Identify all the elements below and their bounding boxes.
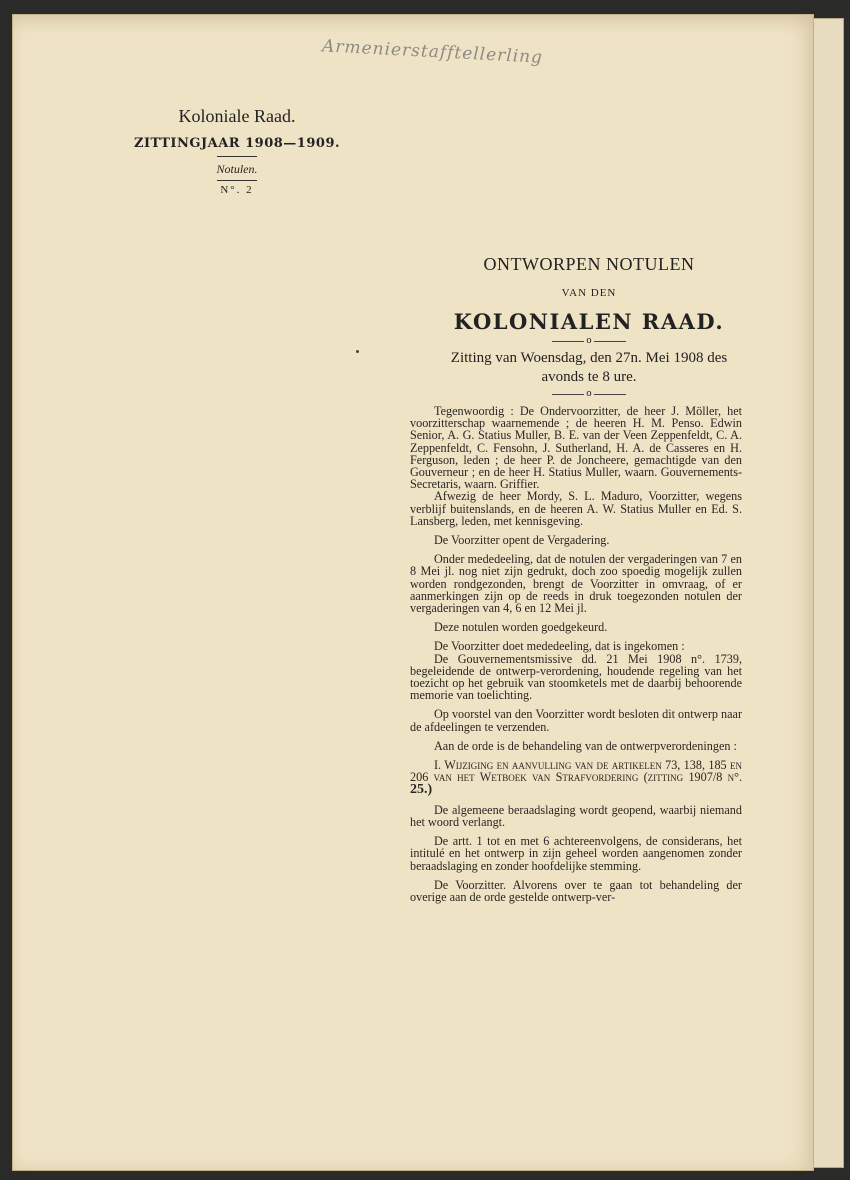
paragraph-approved: Deze notulen worden goedgekeurd. xyxy=(434,620,608,635)
paragraph-present: Tegenwoordig : De Ondervoorzitter, de heer J. Möller, het voorzitterschap waarnemende ; de heeren H. M. Penso. Edwin Senior, A. G. Statius Muller, B. E. van der Veen Zeppenfeldt, C. A. Zeppenfeldt, C. Fensohn, J. Sutherland, H. A. de Casseres en H. Ferguson, leden ; de heer P. de Joncheere, gemachtigde van den Gouverneur ; en de heer H. Statius Muller, waarn. Gouvernements-Secretaris, waarn. Griffier. xyxy=(410,404,742,492)
paragraph-chairman: De Voorzitter. Alvorens over te gaan tot behandeling der overige aan de orde gestelde ontwerp-ver- xyxy=(410,877,742,904)
paragraph-opening: De Voorzitter opent de Vergadering. xyxy=(434,533,610,548)
session-date-line1: Zitting van Woensdag, den 27n. Mei 1908 des xyxy=(450,350,728,366)
session-date-line2: avonds te 8 ure. xyxy=(541,369,637,385)
council-title: Koloniale Raad. xyxy=(178,106,296,126)
paragraph-agenda: Aan de orde is de behandeling van de ontwerpverordeningen : xyxy=(434,738,737,753)
ornament-rule: o xyxy=(552,390,626,399)
right-header xyxy=(408,254,770,402)
paragraph-deliberation: De algemeene beraadslaging wordt geopend, waarbij niemand het woord verlangt. xyxy=(410,802,742,829)
paragraph-articles: De artt. 1 tot en met 6 achtereenvolgens, de considerans, het intitulé en het ontwerp in zijn geheel worden aangenomen zonder beraadslaging en zonder hoofdelijke stemming. xyxy=(410,834,742,873)
ornament-rule: o xyxy=(552,337,626,346)
minutes-title: ONTWORPEN NOTULEN xyxy=(483,254,695,274)
paragraph-proposal: Op voorstel van den Voorzitter wordt besloten dit ontwerp naar de afdeelingen te verzenden. xyxy=(410,707,742,734)
van-den-label: VAN DEN xyxy=(561,287,617,299)
separator xyxy=(217,156,257,157)
separator xyxy=(217,180,257,181)
margin-dot xyxy=(356,350,359,353)
notulen-label: Notulen. xyxy=(216,162,258,176)
minutes-body xyxy=(410,405,742,910)
left-header xyxy=(130,106,344,196)
paragraph-incoming: De Voorzitter doet mededeeling, dat is ingekomen : xyxy=(434,639,685,654)
paragraph-absent: Afwezig de heer Mordy, S. L. Maduro, Voorzitter, wegens verblijf buitenslands, en de heeren A. W. Statius Muller en Ed. S. Lansberg, leden, met kennisgeving. xyxy=(410,489,742,528)
pencil-annotation: Armenierstafftellerling xyxy=(321,36,544,68)
item-1-number: 25.) xyxy=(410,782,433,798)
paragraph-previous-minutes: Onder mededeeling, dat de notulen der vergaderingen van 7 en 8 Mei jl. nog niet zijn gedrukt, doch zoo spoedig mogelijk zullen worden rondgezonden, brengt de Voorzitter in omvraag, of er aanmerkingen zijn op de reeds in druk toegezonden notulen der vergaderingen van 4, 6 en 12 Mei jl. xyxy=(410,552,742,616)
item-1-text: I. Wijziging en aanvulling van de artikelen 73, 138, 185 en 206 van het Wetboek van Strafvordering (zitting 1907/8 n°. xyxy=(410,758,742,785)
paragraph-item-1 xyxy=(410,759,742,797)
document-number: N°. 2 xyxy=(220,184,254,196)
council-name: KOLONIALEN RAAD. xyxy=(453,309,725,334)
paragraph-missive: De Gouvernementsmissive dd. 21 Mei 1908 n°. 1739, begeleidende de ontwerp-verordening, houdende regeling van het toezicht op het gebruik van stoomketels met de daarbij behoorende memorie van toelichting. xyxy=(410,651,742,703)
session-year: ZITTINGJAAR 1908—1909. xyxy=(133,136,341,151)
